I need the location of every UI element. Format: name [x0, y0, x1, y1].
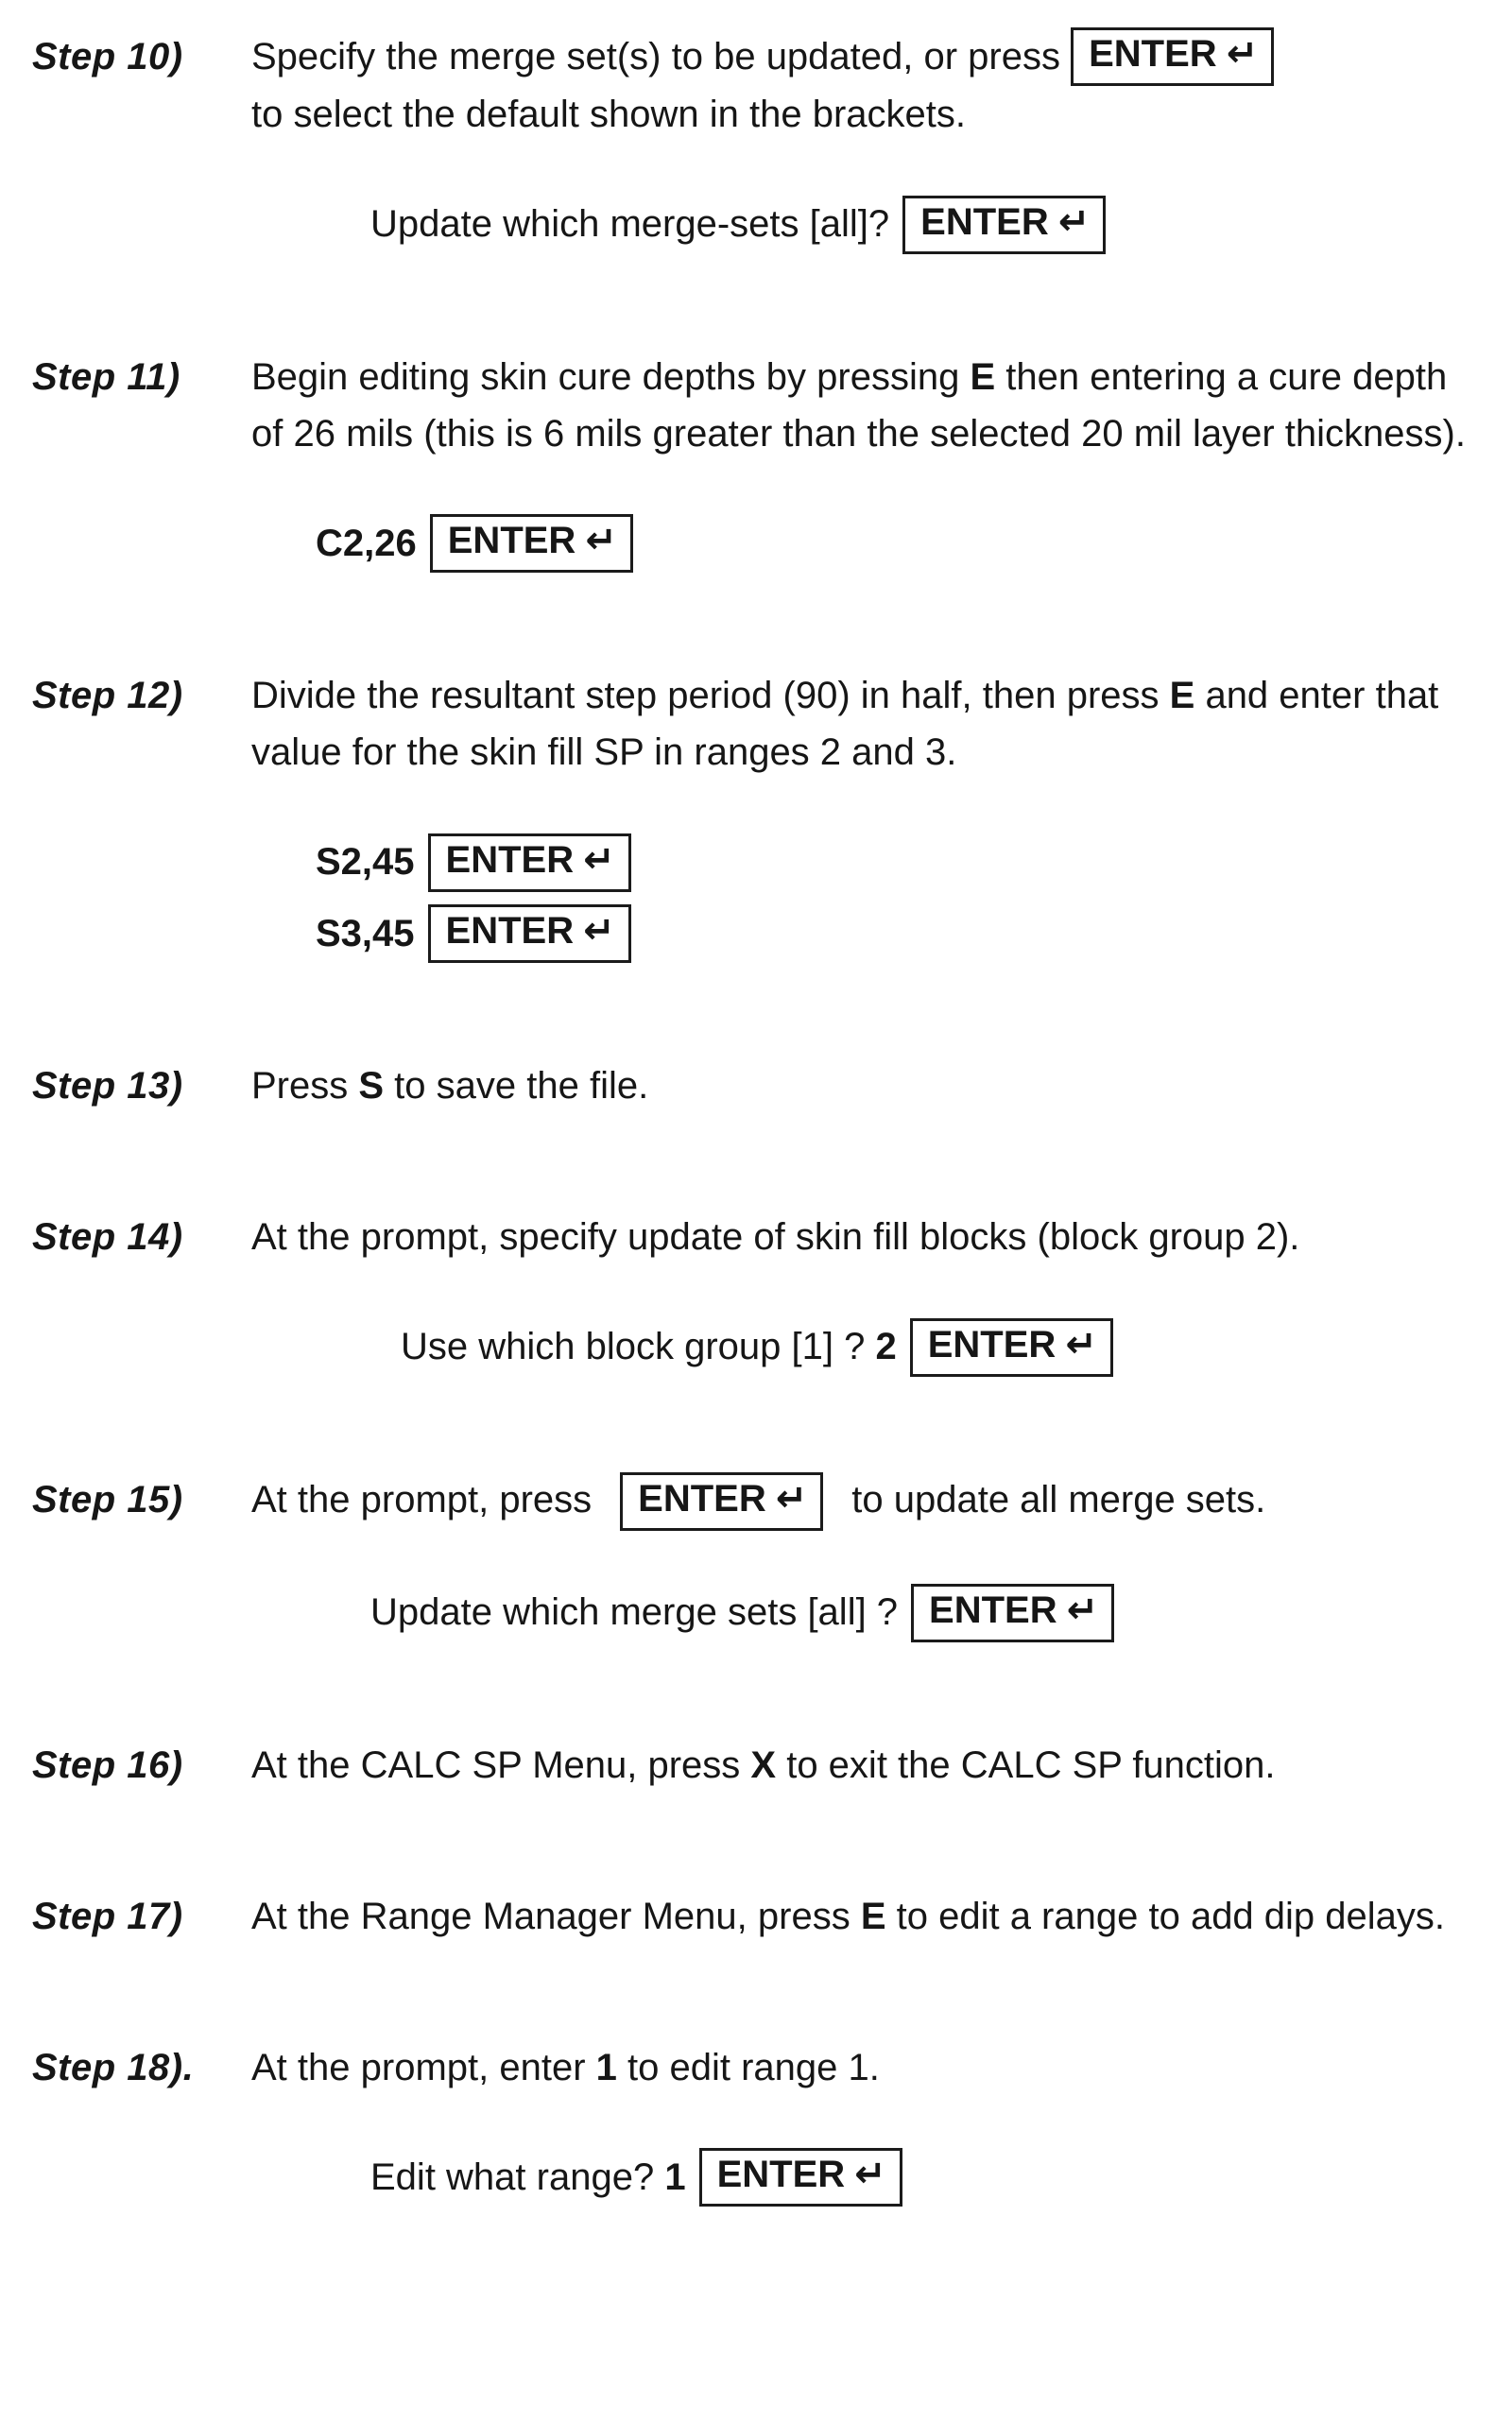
step-body	[251, 1057, 1474, 1114]
enter-key-label: ENTER	[929, 1589, 1057, 1631]
step-text: then entering a cure depth of 26 mils (this is 6 mils greater than the selected 20 mil layer thickness).	[251, 355, 1466, 455]
prompt-line	[370, 1584, 1474, 1641]
step-label: Step 15)	[32, 1478, 183, 1520]
step-label: Step 14)	[32, 1216, 183, 1259]
step-text: and enter that value for the skin fill SP in ranges 2 and 3.	[251, 675, 1439, 774]
enter-key	[430, 514, 633, 573]
step-body	[251, 1737, 1474, 1794]
enter-key	[428, 833, 631, 892]
command-line	[316, 833, 1474, 891]
step-row-17	[32, 1888, 1474, 1945]
step-label: Step 16)	[32, 1743, 183, 1786]
command-code: S2,45	[316, 841, 415, 884]
enter-key	[910, 1318, 1113, 1377]
enter-key-label: ENTER	[638, 1478, 766, 1520]
enter-key	[1071, 27, 1274, 86]
step-body	[251, 1888, 1474, 1945]
return-arrow-icon: ↵	[583, 838, 615, 881]
step-text: to edit a range to add dip delays.	[885, 1895, 1446, 1937]
enter-key-label: ENTER	[716, 2153, 846, 2195]
step-body	[251, 667, 1474, 963]
return-arrow-icon: ↵	[1065, 1323, 1097, 1366]
step-row-15	[32, 1471, 1474, 1642]
command-code: S3,45	[316, 912, 415, 954]
step-body	[251, 2039, 1474, 2207]
step-label: Step 18).	[32, 2046, 195, 2088]
command-block	[251, 833, 1474, 963]
enter-key	[620, 1472, 823, 1531]
step-text: At the prompt, press	[251, 1478, 593, 1520]
key-letter: E	[1169, 675, 1195, 717]
step-text: to exit the CALC SP function.	[776, 1743, 1276, 1786]
key-letter: E	[860, 1895, 886, 1937]
prompt-text: Use which block group [1] ?	[401, 1326, 876, 1368]
step-body	[251, 1471, 1474, 1642]
step-label: Step 10)	[32, 36, 183, 77]
key-letter: 1	[595, 2046, 617, 2088]
command-code: C2,26	[316, 522, 417, 564]
prompt-line	[370, 196, 1474, 253]
prompt-line	[401, 1318, 1474, 1376]
enter-key-label: ENTER	[920, 200, 1049, 243]
step-label: Step 13)	[32, 1065, 183, 1108]
step-paragraph	[251, 1471, 1474, 1531]
prompt-text: Edit what range?	[370, 2156, 665, 2198]
return-arrow-icon: ↵	[585, 520, 617, 562]
command-block	[251, 1318, 1474, 1376]
step-text: Begin editing skin cure depths by pressing	[251, 355, 971, 398]
step-label: Step 11)	[32, 355, 180, 398]
step-text: At the Range Manager Menu, press	[251, 1895, 861, 1937]
prompt-line	[370, 2149, 1474, 2207]
step-text: At the prompt, enter	[251, 2046, 596, 2088]
enter-key-label: ENTER	[927, 1323, 1057, 1366]
key-letter: S	[358, 1065, 385, 1108]
step-label: Step 12)	[32, 675, 183, 717]
return-arrow-icon: ↵	[1057, 200, 1091, 243]
step-paragraph	[251, 2039, 1474, 2096]
enter-key	[428, 904, 631, 963]
prompt-answer: 1	[664, 2156, 686, 2198]
step-text: to select the default shown in the brackets.	[251, 94, 966, 136]
step-row-18	[32, 2039, 1474, 2207]
step-row-11	[32, 349, 1474, 573]
step-text: Divide the resultant step period (90) in half, then press	[251, 675, 1170, 717]
command-line	[316, 905, 1474, 963]
step-body	[251, 28, 1474, 254]
step-text: Specify the merge set(s) to be updated, or press	[251, 36, 1072, 77]
enter-key	[699, 2148, 902, 2207]
step-body	[251, 1209, 1474, 1376]
step-row-10	[32, 28, 1474, 254]
enter-key-label: ENTER	[445, 910, 575, 953]
step-label: Step 17)	[32, 1895, 183, 1937]
step-paragraph	[251, 349, 1474, 462]
step-body	[251, 349, 1474, 573]
step-paragraph: At the prompt, specify update of skin fill blocks (block group 2).	[251, 1216, 1300, 1259]
return-arrow-icon: ↵	[1226, 33, 1259, 76]
step-paragraph	[251, 1888, 1474, 1945]
return-arrow-icon: ↵	[854, 2153, 886, 2195]
enter-key-label: ENTER	[445, 838, 575, 881]
step-text: to update all merge sets.	[851, 1478, 1266, 1520]
step-paragraph	[251, 667, 1474, 781]
enter-key-label: ENTER	[1089, 33, 1217, 76]
step-row-16	[32, 1737, 1474, 1794]
enter-key-label: ENTER	[447, 520, 576, 562]
step-paragraph	[251, 1737, 1474, 1794]
prompt-text: Update which merge-sets [all]?	[370, 203, 890, 246]
step-paragraph	[251, 1057, 1474, 1114]
key-letter: X	[750, 1743, 777, 1786]
step-row-14	[32, 1209, 1474, 1376]
step-text: Press	[251, 1065, 359, 1108]
enter-key	[911, 1584, 1114, 1642]
step-text: to edit range 1.	[616, 2046, 880, 2088]
return-arrow-icon: ↵	[583, 910, 615, 953]
enter-key	[902, 196, 1106, 254]
key-letter: E	[970, 355, 996, 398]
step-row-12	[32, 667, 1474, 963]
step-text: At the CALC SP Menu, press	[251, 1743, 751, 1786]
step-paragraph	[251, 28, 1474, 143]
command-line	[316, 515, 1474, 573]
prompt-text: Update which merge sets [all] ?	[370, 1591, 899, 1634]
command-block	[251, 2149, 1474, 2207]
prompt-answer: 2	[875, 1326, 897, 1368]
command-block	[251, 196, 1474, 253]
step-text: to save the file.	[384, 1065, 649, 1108]
return-arrow-icon: ↵	[1066, 1589, 1099, 1631]
command-block	[251, 1584, 1474, 1641]
return-arrow-icon: ↵	[775, 1478, 808, 1520]
step-row-13	[32, 1057, 1474, 1114]
command-block	[251, 515, 1474, 573]
